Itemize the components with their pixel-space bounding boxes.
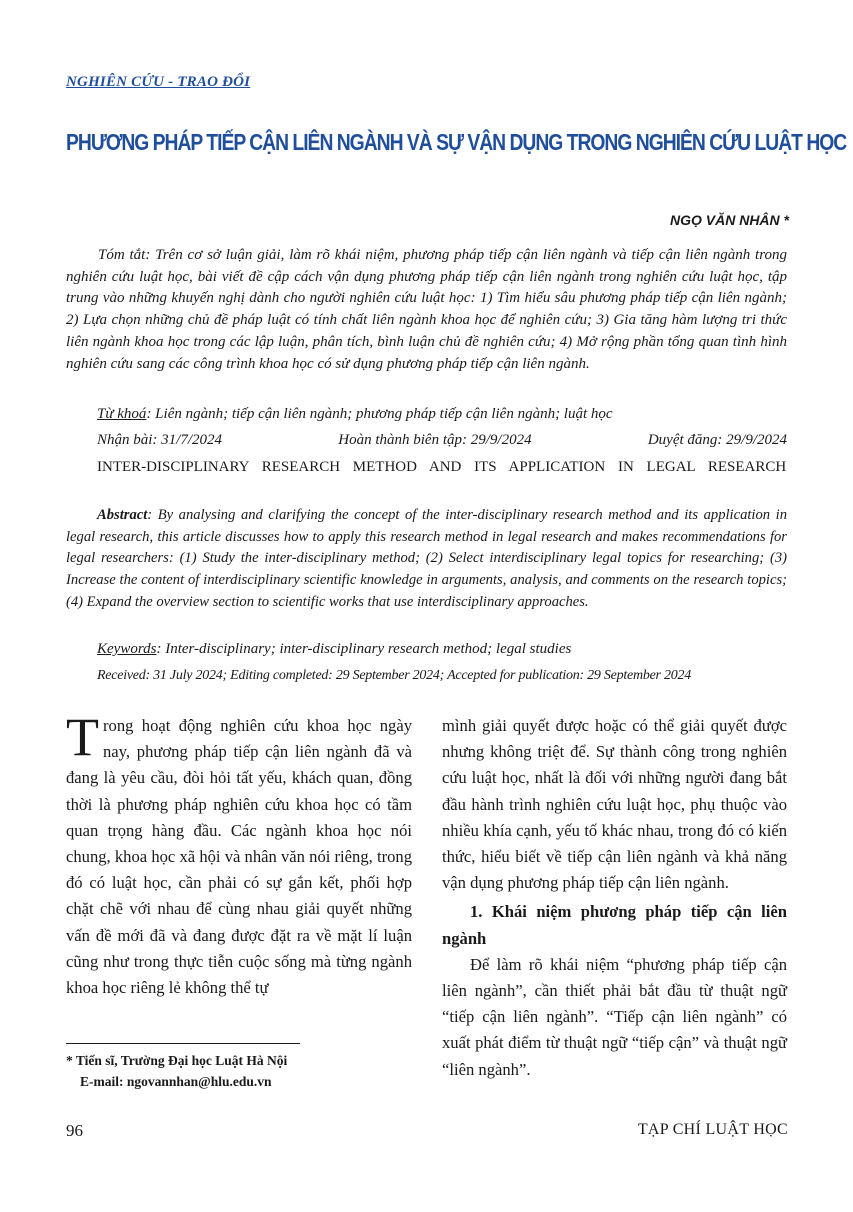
keywords-en-text: : Inter-disciplinary; inter-disciplinary research method; legal studies <box>156 641 572 657</box>
abstract-vi-label: Tóm tắt: <box>98 247 151 263</box>
keywords-en <box>97 639 787 660</box>
date-edited-vi: Hoàn thành biên tập: 29/9/2024 <box>338 432 532 448</box>
abstract-en-text: : By analysing and clarifying the concept of the inter-disciplinary research method and its application in legal research, this article discusses how to apply this research method in legal research and makes recommendations for legal researchers: (1) Study the inter-disciplinary method; (2) Select interdisciplinary legal topics for researching; (3) Increase the content of interdisciplinary scientific knowledge in arguments, analysis, and comments on the research topics; (4) Expand the overview section to scientific works that use interdisciplinary approaches. <box>66 507 787 610</box>
body-paragraph-definition: Để làm rõ khái niệm “phương pháp tiếp cận liên ngành”, cần thiết phải bắt đầu từ thuật ngữ “tiếp cận liên ngành”. “Tiếp cận liên ngành” có xuất phát điểm từ thuật ngữ “tiếp cận” và thuật ngữ “liên ngành”. <box>442 954 787 1079</box>
footnote-divider <box>66 1043 300 1044</box>
keywords-vi <box>97 404 787 425</box>
dates-vi <box>97 430 787 451</box>
dates-en: Received: 31 July 2024; Editing completed: 29 September 2024; Accepted for publication: 29 September 2024 <box>97 668 691 683</box>
body-column-left <box>66 707 412 1001</box>
body-paragraph-continued: mình giải quyết được hoặc có thể giải quyết được nhưng không triệt để. Sự thành công trong nghiên cứu luật học, nhất là đối với những người đang bắt đầu hành trình nghiên cứu luật học, phụ thuộc vào nhiều khía cạnh, yếu tố khác nhau, trong đó có kiến thức, hiểu biết về tiếp cận liên ngành và khả năng vận dụng phương pháp tiếp cận liên ngành. <box>442 716 787 893</box>
footnote <box>66 1050 287 1092</box>
date-received-vi: Nhận bài: 31/7/2024 <box>97 432 223 448</box>
article-title: PHƯƠNG PHÁP TIẾP CẬN LIÊN NGÀNH VÀ SỰ VẬN DỤNG TRONG NGHIÊN CỨU LUẬT HỌC <box>66 129 847 155</box>
abstract-en-label: Abstract <box>97 507 148 523</box>
drop-cap: T <box>66 707 99 767</box>
footnote-affiliation: * Tiến sĩ, Trường Đại học Luật Hà Nội <box>66 1053 288 1068</box>
journal-name: TẠP CHÍ LUẬT HỌC <box>637 1121 788 1138</box>
date-accepted-vi: Duyệt đăng: 29/9/2024 <box>647 432 787 448</box>
keywords-vi-text: : Liên ngành; tiếp cận liên ngành; phương pháp tiếp cận liên ngành; luật học <box>146 406 613 422</box>
abstract-en <box>66 505 787 614</box>
section-tag: NGHIÊN CỨU - TRAO ĐỔI <box>66 74 251 90</box>
section-heading: 1. Khái niệm phương pháp tiếp cận liên ngành <box>442 902 787 948</box>
body-column-right <box>442 713 787 1083</box>
title-en: INTER-DISCIPLINARY RESEARCH METHOD AND ITS APPLICATION IN LEGAL RESEARCH <box>97 459 787 475</box>
body-paragraph-intro: rong hoạt động nghiên cứu khoa học ngày nay, phương pháp tiếp cận liên ngành đã và đang là yêu cầu, đòi hỏi tất yếu, khách quan, đồng thời là phương pháp nghiên cứu khoa học có tầm quan trọng hàng đầu. Các ngành khoa học nói chung, khoa học xã hội và nhân văn nói riêng, trong đó có luật học, cần phải có sự gắn kết, phối hợp chặt chẽ với nhau để cùng nhau giải quyết những vấn đề mới đã và đang được đặt ra về mặt lí luận cũng như trong thực tiễn cuộc sống mà từng ngành khoa học riêng lẻ không thể tự <box>66 716 412 998</box>
keywords-vi-label: Từ khoá <box>97 406 147 422</box>
author-name: NGỌ VĂN NHÂN * <box>669 212 789 228</box>
page-number: 96 <box>66 1121 83 1140</box>
abstract-vi-text: Trên cơ sở luận giải, làm rõ khái niệm, phương pháp tiếp cận liên ngành và tiếp cận liên ngành trong nghiên cứu luật học, bài viết đề cập cách vận dụng phương pháp tiếp cận liên ngành trong nghiên cứu luật học, tập trung vào những khuyến nghị dành cho người nghiên cứu luật học: 1) Tìm hiểu sâu phương pháp tiếp cận liên ngành; 2) Lựa chọn những chủ đề pháp luật có tính chất liên ngành khoa học để nghiên cứu; 3) Gia tăng hàm lượng tri thức liên ngành khoa học trong các lập luận, phân tích, bình luận chủ đề nghiên cứu; 4) Mở rộng phần tổng quan tình hình nghiên cứu sang các công trình khoa học có sử dụng phương pháp tiếp cận liên ngành. <box>66 247 787 372</box>
abstract-vi <box>66 245 787 375</box>
footnote-email: E-mail: ngovannhan@hlu.edu.vn <box>80 1074 272 1089</box>
keywords-en-label: Keywords <box>97 641 157 657</box>
